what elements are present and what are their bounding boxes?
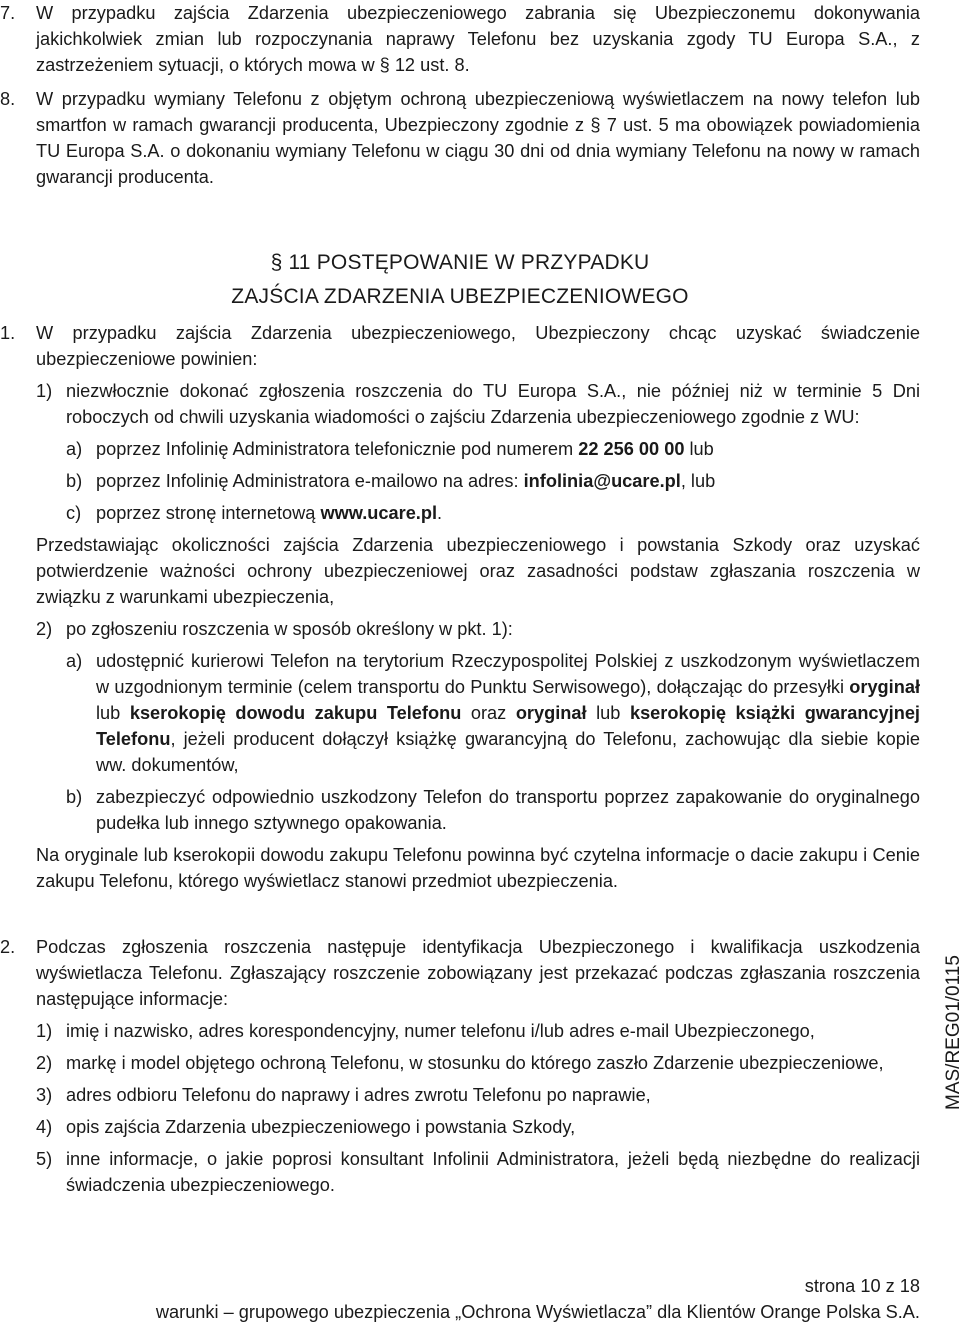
bold-term: kserokopię książki gwarancyjnej Telefonu <box>96 703 920 749</box>
item-text: imię i nazwisko, adres korespondencyjny, numer telefonu i/lub adres e-mail Ubezpieczonego, <box>66 1021 815 1041</box>
option-b-packaging <box>0 784 920 836</box>
explanation-paragraph-1: Przedstawiając okoliczności zajścia Zdarzenia ubezpieczeniowego i powstania Szkody oraz uzyskać potwierdzenie ważności ochrony ubezpieczeniowej oraz zasadności podstaw zgłaszania roszczenia w związku z warunkami ubezpieczenia, <box>36 535 920 607</box>
subpoint-2 <box>0 616 920 642</box>
section-title-line2: ZAJŚCIA ZDARZENIA UBEZPIECZENIOWEGO <box>231 285 689 308</box>
option-text: udostępnić kurierowi Telefon na terytorium Rzeczypospolitej Polskiej z uszkodzonym wyświetlaczem w uzgodnionym terminie (celem transportu do Punktu Serwisowego), dołączając do przesyłki <box>96 651 920 697</box>
subpoint-text: niezwłocznie dokonać zgłoszenia roszczenia do TU Europa S.A., nie później niż w terminie 5 Dni roboczych od chwili uzyskania wiadomości o zajściu Zdarzenia ubezpieczeniowego zgodnie z WU: <box>66 381 920 427</box>
email-address: infolinia@ucare.pl <box>523 471 681 491</box>
item-text: inne informacje, o jakie poprosi konsultant Infolinii Administratora, jeżeli będą niezbędne do realizacji świadczenia ubezpieczeniowego. <box>66 1149 920 1195</box>
info-item <box>0 1050 920 1076</box>
option-letter: a) <box>66 651 83 671</box>
item-number: 4) <box>36 1117 53 1137</box>
section-heading <box>0 246 920 314</box>
info-item <box>0 1018 920 1044</box>
item-number: 3) <box>36 1085 53 1105</box>
option-text: poprzez stronę internetową <box>96 503 321 523</box>
top-clauses <box>0 0 920 190</box>
item-text: adres odbioru Telefonu do naprawy i adres zwrotu Telefonu po naprawie, <box>66 1085 651 1105</box>
footer-title: warunki – grupowego ubezpieczenia „Ochrona Wyświetlacza” dla Klientów Orange Polska S.A. <box>155 1302 920 1322</box>
document-code-vertical: MAS/REG01/0115 <box>943 955 964 1110</box>
clause-8 <box>0 86 920 190</box>
section-2 <box>0 934 920 1198</box>
item-number: 2) <box>36 1053 53 1073</box>
point-1-intro <box>0 320 920 372</box>
option-letter: b) <box>66 787 83 807</box>
clause-number: 7. <box>0 3 16 23</box>
bold-term: oryginał <box>849 677 920 697</box>
option-text: , jeżeli producent dołączył książkę gwarancyjną do Telefonu, zachowując dla siebie kopie ww. dokumentów, <box>96 729 920 775</box>
info-item <box>0 1146 920 1198</box>
option-b-email <box>0 468 920 494</box>
option-a-phone <box>0 436 920 462</box>
item-text: opis zajścia Zdarzenia ubezpieczeniowego i powstania Szkody, <box>66 1117 576 1137</box>
info-item <box>0 1114 920 1140</box>
subpoint-text: po zgłoszeniu roszczenia w sposób określony w pkt. 1): <box>66 619 513 639</box>
page-number: strona 10 z 18 <box>804 1276 920 1296</box>
info-item <box>0 1082 920 1108</box>
point-number: 1. <box>0 323 16 343</box>
option-text: oraz <box>461 703 516 723</box>
explanation-paragraph-2: Na oryginale lub kserokopii dowodu zakupu Telefonu powinna być czytelna informacje o dacie zakupu i Cenie zakupu Telefonu, którego wyświetlacz stanowi przedmiot ubezpieczenia. <box>36 845 920 891</box>
option-text: lub <box>96 703 130 723</box>
point-text: Podczas zgłoszenia roszczenia następuje identyfikacja Ubezpieczonego i kwalifikacja uszkodzenia wyświetlacza Telefonu. Zgłaszający roszczenie zobowiązany jest przekazać podczas zgłaszania roszczenia następujące informacje: <box>36 937 920 1009</box>
phone-number: 22 256 00 00 <box>578 439 685 459</box>
item-number: 1) <box>36 1021 53 1041</box>
option-letter: b) <box>66 471 83 491</box>
item-number: 5) <box>36 1149 53 1169</box>
clause-7 <box>0 0 920 78</box>
point-text: W przypadku zajścia Zdarzenia ubezpieczeniowego, Ubezpieczony chcąc uzyskać świadczenie ubezpieczeniowe powinien: <box>36 323 920 369</box>
option-text: poprzez Infolinię Administratora telefonicznie pod numerem <box>96 439 579 459</box>
option-letter: c) <box>66 503 82 523</box>
clause-number: 8. <box>0 89 16 109</box>
option-c-website <box>0 500 920 526</box>
option-tail: . <box>437 503 443 523</box>
subpoint-number: 1) <box>36 381 53 401</box>
option-text: lub <box>586 703 630 723</box>
section-1 <box>0 320 920 894</box>
point-2-intro <box>0 934 920 1012</box>
option-a-courier <box>0 648 920 778</box>
clause-text: W przypadku wymiany Telefonu z objętym ochroną ubezpieczeniową wyświetlaczem na nowy telefon lub smartfon w ramach gwarancji producenta, Ubezpieczony zgodnie z § 7 ust. 5 ma obowiązek powiadomienia TU Europa S.A. o dokonaniu wymiany Telefonu w ciągu 30 dni od dnia wymiany Telefonu na nowy w ramach gwarancji producenta. <box>36 89 920 187</box>
point-number: 2. <box>0 937 16 957</box>
bold-term: oryginał <box>515 703 587 723</box>
subpoint-1 <box>0 378 920 430</box>
clause-text: W przypadku zajścia Zdarzenia ubezpieczeniowego zabrania się Ubezpieczonemu dokonywania jakichkolwiek zmian lub rozpoczynania naprawy Telefonu bez uzyskania zgody TU Europa S.A., z zastrzeżeniem sytuacji, o których mowa w § 12 ust. 8. <box>36 3 920 75</box>
item-text: markę i model objętego ochroną Telefonu, w stosunku do którego zaszło Zdarzenie ubezpieczeniowe, <box>66 1053 884 1073</box>
bold-term: kserokopię dowodu zakupu Telefonu <box>129 703 462 723</box>
section-title-line1: § 11 POSTĘPOWANIE W PRZYPADKU <box>270 251 650 274</box>
option-text: poprzez Infolinię Administratora e-mailowo na adres: <box>96 471 524 491</box>
subpoint-number: 2) <box>36 619 53 639</box>
website-address: www.ucare.pl <box>320 503 438 523</box>
option-tail: , lub <box>680 471 716 491</box>
option-tail: lub <box>684 439 714 459</box>
option-letter: a) <box>66 439 83 459</box>
option-text: zabezpieczyć odpowiednio uszkodzony Telefon do transportu poprzez zapakowanie do oryginalnego pudełka lub innego sztywnego opakowania. <box>96 787 920 833</box>
